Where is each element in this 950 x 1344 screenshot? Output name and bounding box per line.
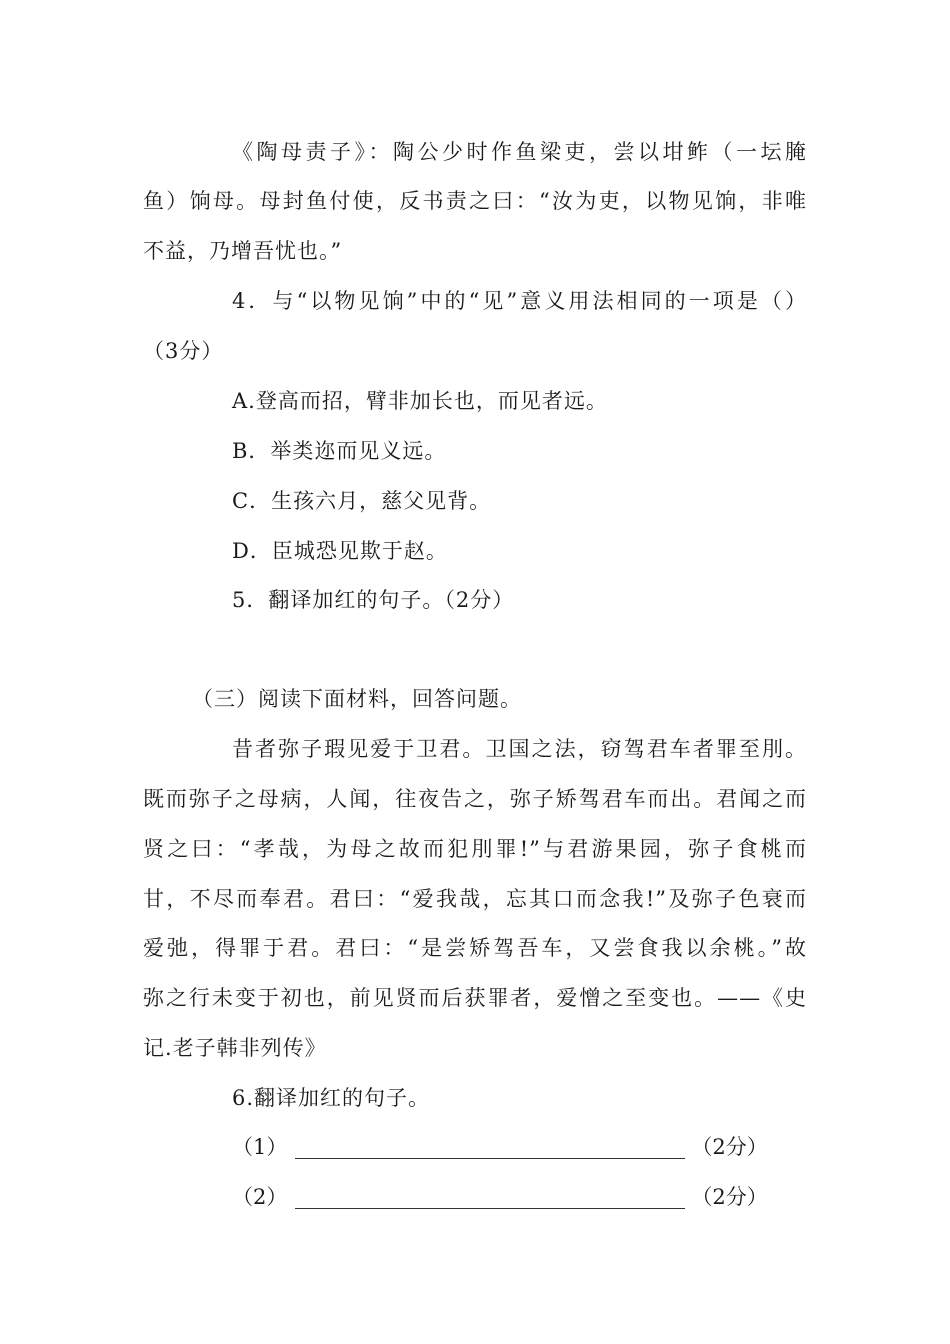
passage-line: 弥之行未变于初也，前见贤而后获罪者，爱憎之至变也。——《史 xyxy=(143,986,807,1010)
answer-row-2 xyxy=(232,1182,768,1212)
passage-line: 爱弛，得罪于君。君曰：“是尝矫驾吾车，又尝食我以余桃。”故 xyxy=(143,936,807,960)
passage-line: 不益，乃增吾忧也。” xyxy=(143,239,343,263)
question-5: 5．翻译加红的句子。（2分） xyxy=(232,588,515,612)
passage-line: 贤之曰：“孝哉，为母之故而犯刖罪!”与君游果园，弥子食桃而 xyxy=(143,837,807,861)
answer-score: （2分） xyxy=(691,1185,768,1209)
question-4-stem: 4．与“以物见饷”中的“见”意义用法相同的一项是（） xyxy=(232,289,807,313)
answer-row-1 xyxy=(232,1132,768,1162)
question-4-score: （3分） xyxy=(143,339,224,363)
option-d: D．臣城恐见欺于赵。 xyxy=(232,539,448,563)
option-b: B．举类迩而见义远。 xyxy=(232,439,447,463)
passage-line: 既而弥子之母病，人闻，往夜告之，弥子矫驾君车而出。君闻之而 xyxy=(143,787,807,811)
answer-score: （2分） xyxy=(691,1135,768,1159)
passage-line: 《陶母责子》：陶公少时作鱼梁吏，尝以坩鲊（一坛腌 xyxy=(232,140,807,164)
passage-line: 记.老子韩非列传》 xyxy=(143,1036,327,1060)
passage-line: 鱼）饷母。母封鱼付使，反书责之曰：“汝为吏，以物见饷，非唯 xyxy=(143,189,807,213)
answer-blank[interactable] xyxy=(295,1186,685,1209)
passage-line: 甘，不尽而奉君。君曰：“爱我哉，忘其口而念我!”及弥子色衰而 xyxy=(143,887,807,911)
question-6-stem: 6.翻译加红的句子。 xyxy=(232,1086,431,1110)
section-3-heading: （三）阅读下面材料，回答问题。 xyxy=(192,687,522,711)
option-c: C．生孩六月，慈父见背。 xyxy=(232,489,492,513)
answer-blank[interactable] xyxy=(295,1136,685,1159)
answer-number: （2） xyxy=(232,1185,288,1209)
option-a: A.登高而招，臂非加长也，而见者远。 xyxy=(232,389,608,413)
answer-number: （1） xyxy=(232,1135,288,1159)
passage-line: 昔者弥子瑕见爱于卫君。卫国之法，窃驾君车者罪至刖。 xyxy=(232,737,807,761)
